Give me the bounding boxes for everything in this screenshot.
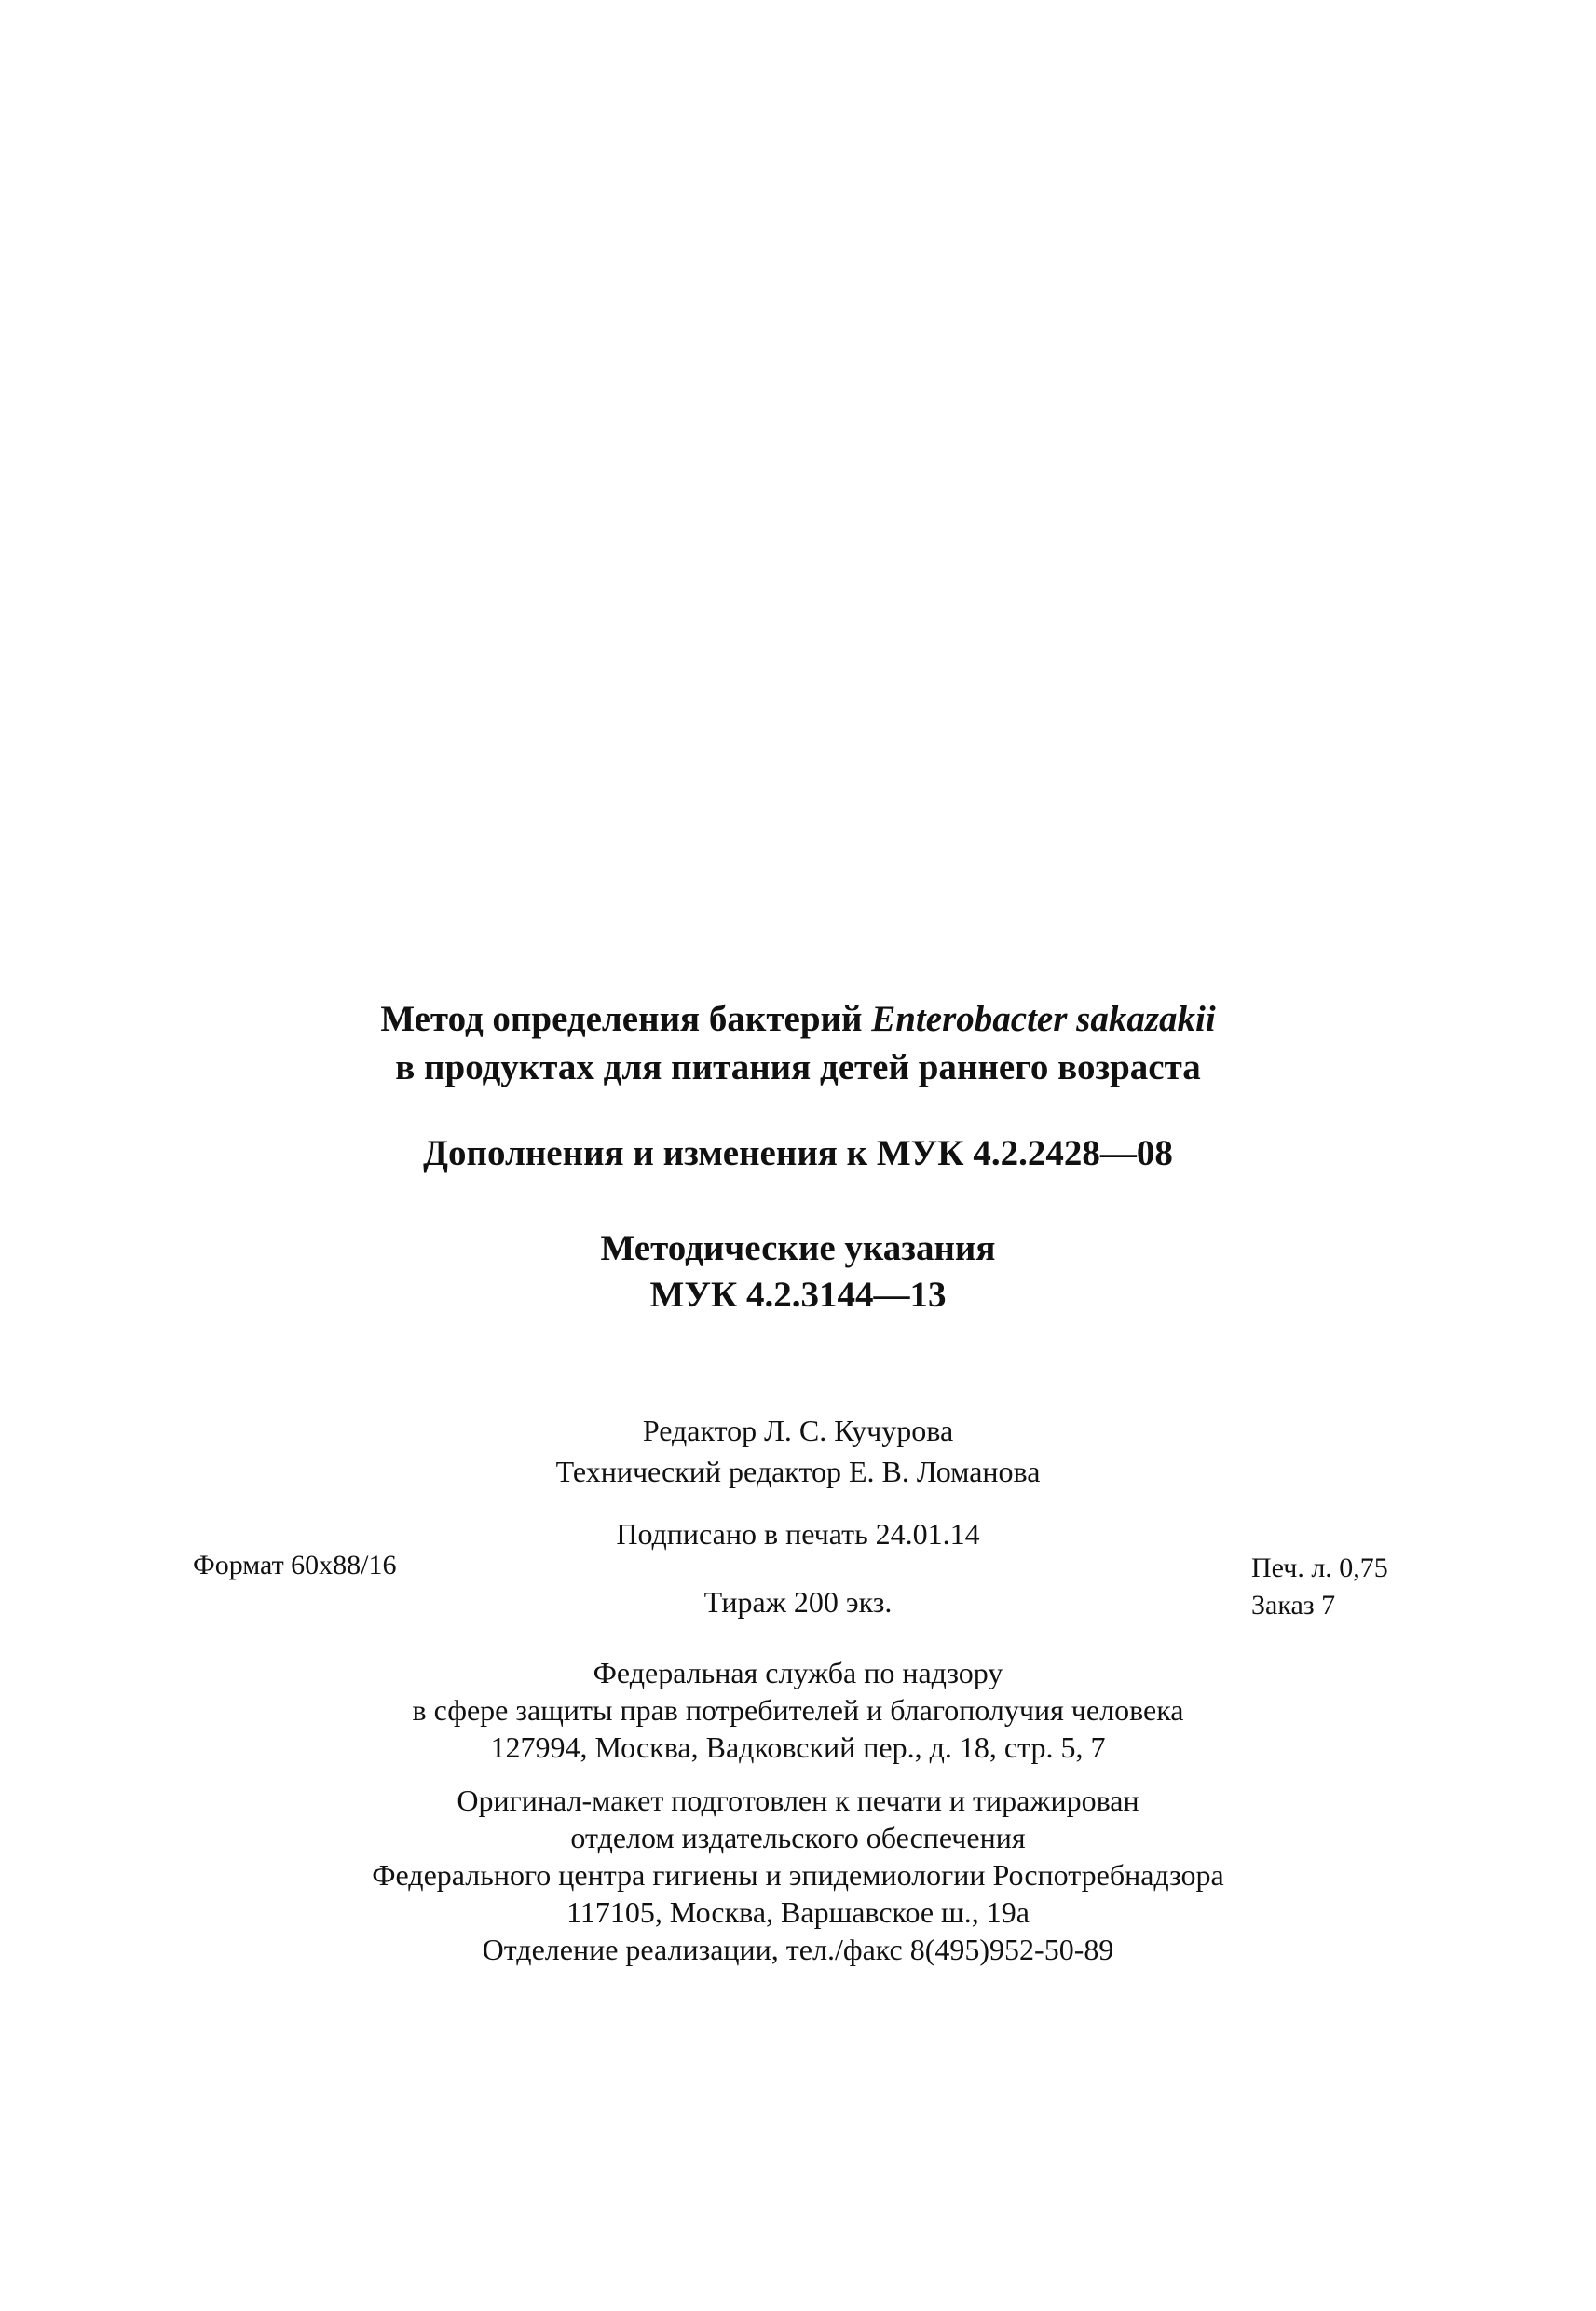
print-run-text: Тираж 200 экз. <box>703 1585 893 1619</box>
guideline-type: Методические указания <box>600 1228 996 1268</box>
editor-line: Редактор Л. С. Кучурова <box>642 1414 954 1447</box>
title-bacteria-name: Enterobacter sakazakii <box>871 999 1216 1039</box>
publisher-line-2: отделом издательского обеспечения <box>570 1821 1026 1854</box>
agency-block <box>0 1654 1596 1766</box>
title-prefix: Метод определения бактерий <box>380 999 872 1039</box>
publisher-block <box>0 1782 1596 1968</box>
signed-text: Подписано в печать 24.01.14 <box>616 1517 980 1551</box>
agency-line-1: Федеральная служба по надзору <box>593 1656 1003 1689</box>
agency-address: 127994, Москва, Вадковский пер., д. 18, стр. 5, 7 <box>490 1730 1106 1764</box>
amendments-text: Дополнения и изменения к МУК 4.2.2428—08 <box>423 1133 1173 1173</box>
amendments-heading <box>0 1129 1596 1178</box>
print-run-info <box>0 1583 1596 1620</box>
publisher-address: 117105, Москва, Варшавское ш., 19а <box>566 1895 1030 1929</box>
document-title <box>0 995 1596 1092</box>
guideline-code: МУК 4.2.3144—13 <box>649 1275 947 1315</box>
print-sheets-info: Печ. л. 0,75 <box>1251 1552 1388 1583</box>
editors-block <box>0 1410 1596 1492</box>
tech-editor-line: Технический редактор Е. В. Ломанова <box>555 1455 1041 1488</box>
sales-contact: Отделение реализации, тел./факс 8(495)952-50-89 <box>482 1933 1114 1966</box>
title-line-1 <box>0 995 1596 1044</box>
format-info: Формат 60x88/16 <box>193 1550 397 1580</box>
title-line-2: в продуктах для питания детей раннего возраста <box>395 1047 1201 1087</box>
guideline-heading <box>0 1225 1596 1319</box>
agency-line-2: в сфере защиты прав потребителей и благополучия человека <box>412 1693 1184 1727</box>
publisher-line-3: Федерального центра гигиены и эпидемиологии Роспотребнадзора <box>372 1858 1224 1892</box>
order-info: Заказ 7 <box>1251 1590 1336 1620</box>
publisher-line-1: Оригинал-макет подготовлен к печати и тиражирован <box>457 1784 1139 1817</box>
